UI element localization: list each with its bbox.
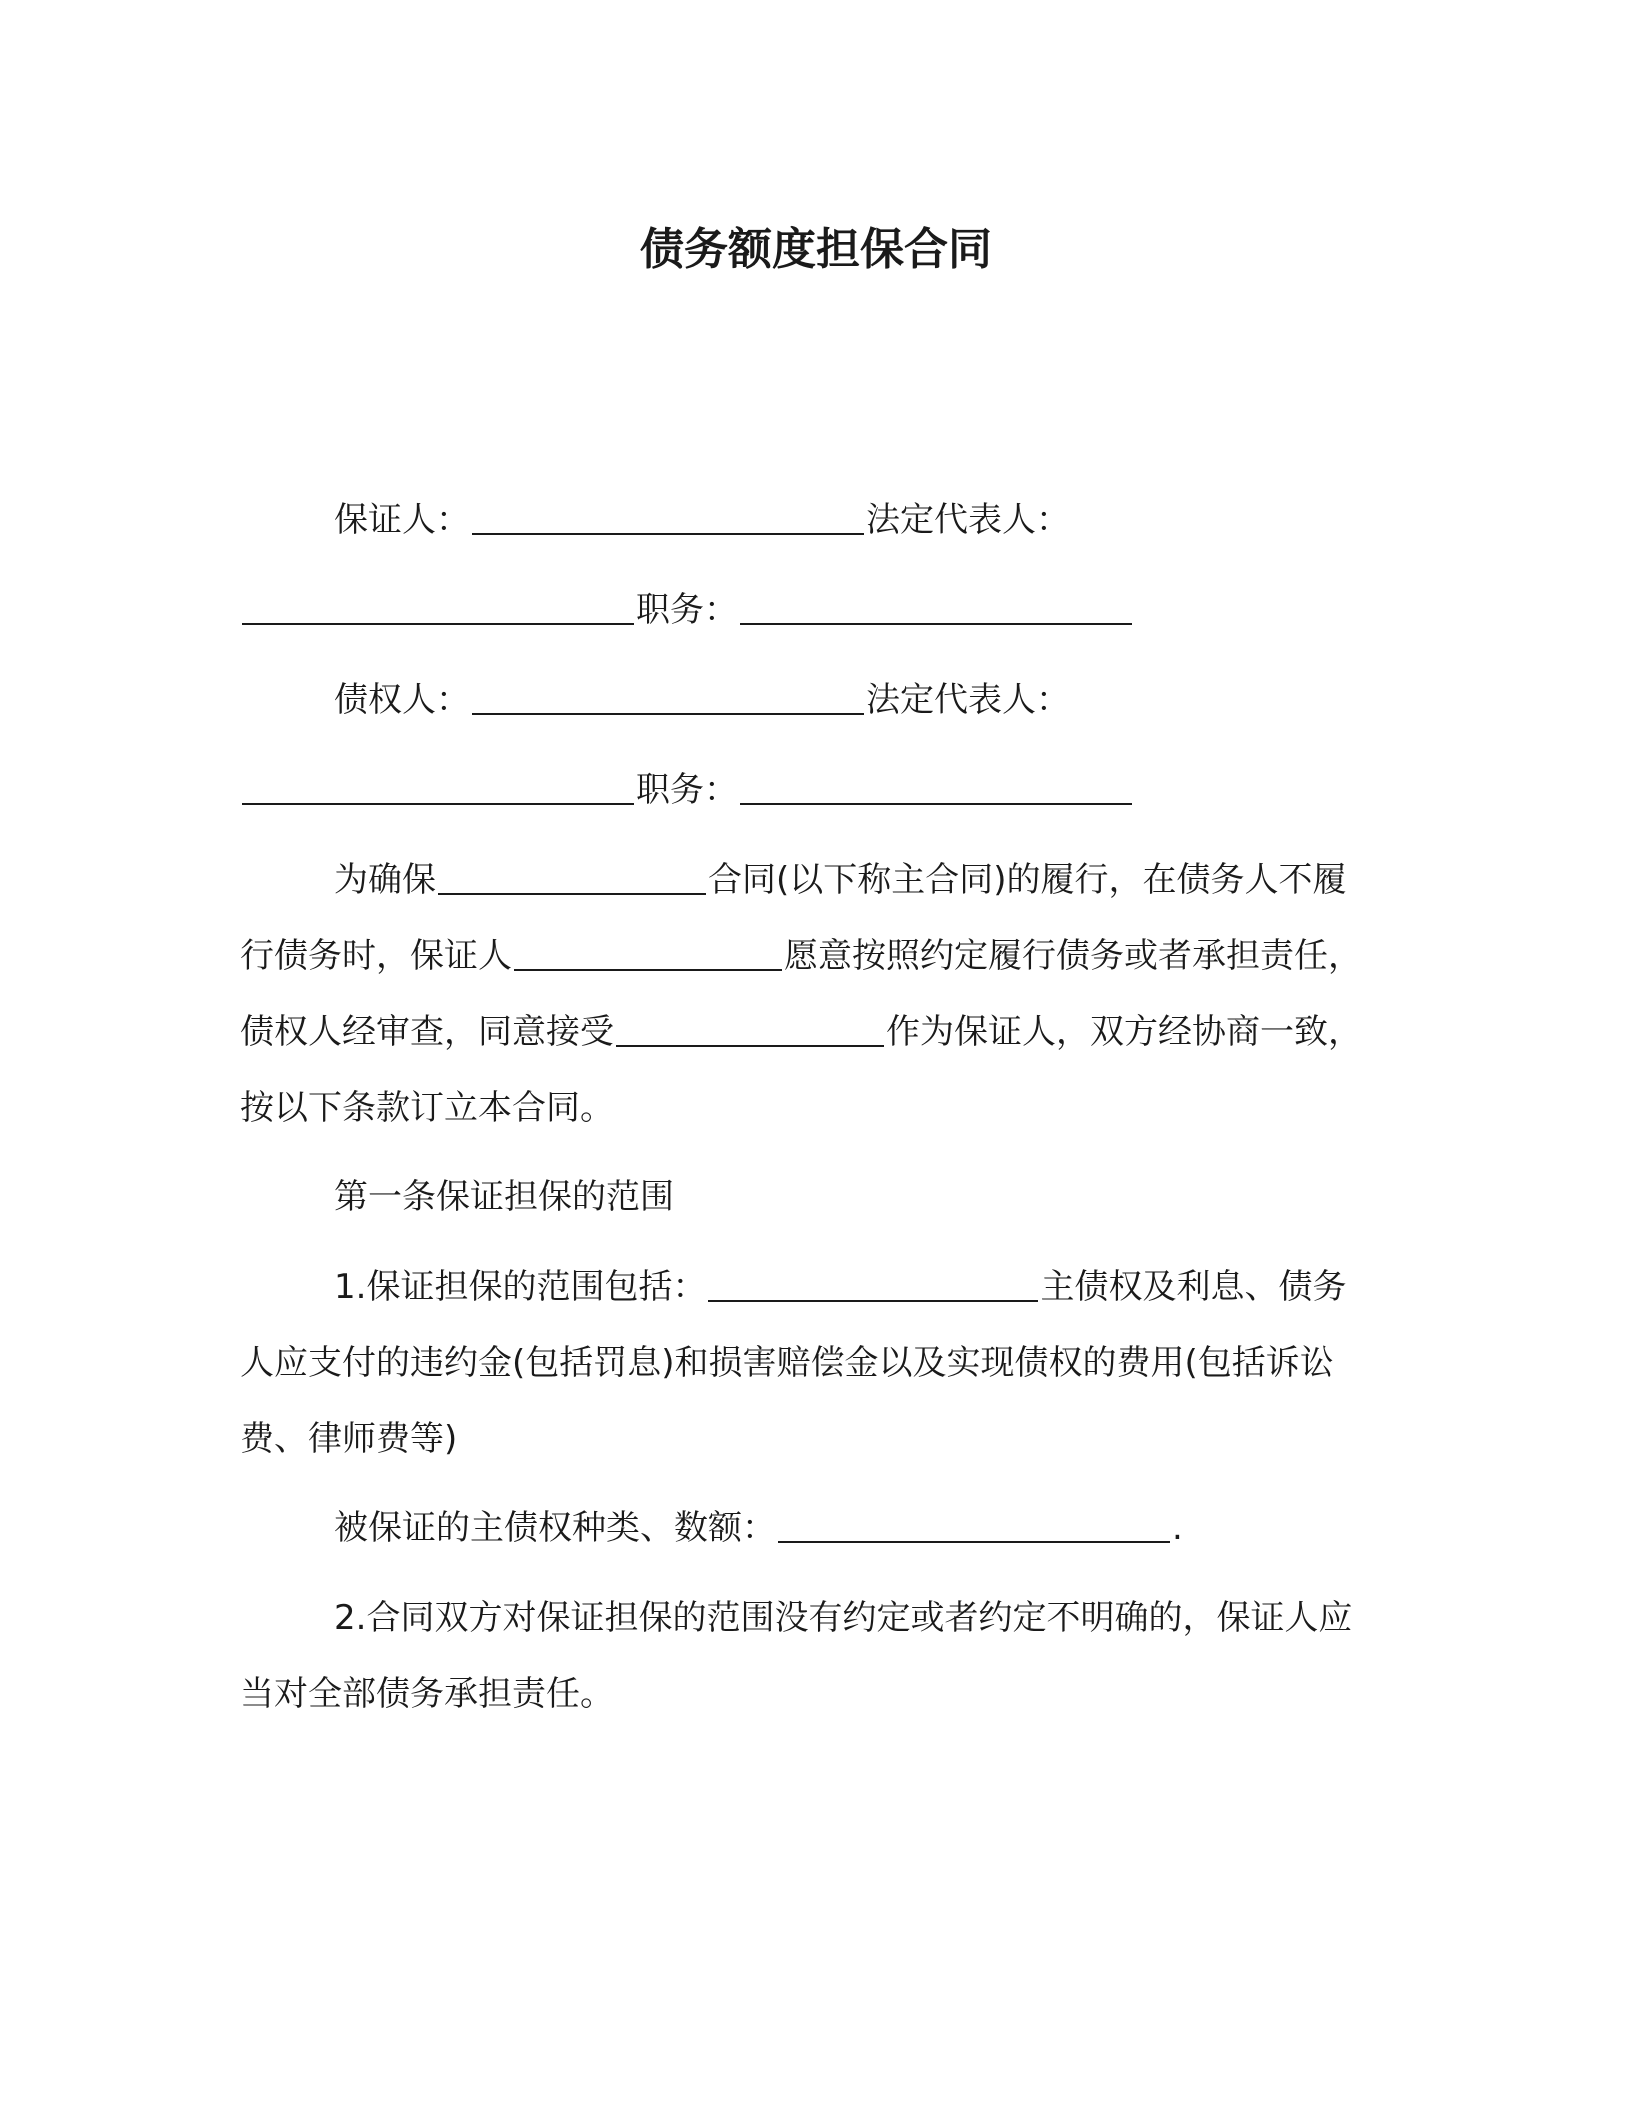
guarantor-line: 保证人： 法定代表人： [240, 482, 1380, 559]
accepted-guarantor-blank[interactable] [616, 1007, 884, 1047]
article-1-heading: 第一条保证担保的范围 [334, 1177, 674, 1217]
article-1-item-1: 1.保证担保的范围包括： 主债权及利息、债务人应支付的违约金(包括罚息)和损害赔偿金以及实现债权的费用(包括诉讼费、律师费等) [240, 1249, 1380, 1477]
article-1-item-2: 2.合同双方对保证担保的范围没有约定或者约定不明确的，保证人应当对全部债务承担责任。 [240, 1598, 1353, 1714]
creditor-rep-line: 职务： [240, 752, 1380, 829]
guarantor-rep-line: 职务： [240, 572, 1380, 649]
document-title: 债务额度担保合同 [640, 224, 992, 275]
creditor-line: 债权人： 法定代表人： [240, 662, 1380, 739]
guarantor-position-blank[interactable] [740, 585, 1132, 625]
creditor-position-blank[interactable] [740, 765, 1132, 805]
debt-kind-line: 被保证的主债权种类、数额： . [240, 1490, 1380, 1567]
debt-kind-blank[interactable] [778, 1503, 1170, 1543]
creditor-blank[interactable] [472, 675, 864, 715]
document-body [240, 482, 1380, 1745]
main-contract-blank[interactable] [438, 855, 706, 895]
creditor-rep-blank[interactable] [242, 765, 634, 805]
guarantor-name-blank[interactable] [514, 931, 782, 971]
guarantor-rep-blank[interactable] [242, 585, 634, 625]
guarantor-blank[interactable] [472, 495, 864, 535]
preamble-paragraph: 为确保 合同(以下称主合同)的履行，在债务人不履行债务时，保证人 愿意按照约定履行债务或者承担责任，债权人经审查，同意接受 作为保证人，双方经协商一致，按以下条款订立本合同。 [240, 842, 1380, 1146]
principal-amount-blank[interactable] [708, 1262, 1038, 1302]
